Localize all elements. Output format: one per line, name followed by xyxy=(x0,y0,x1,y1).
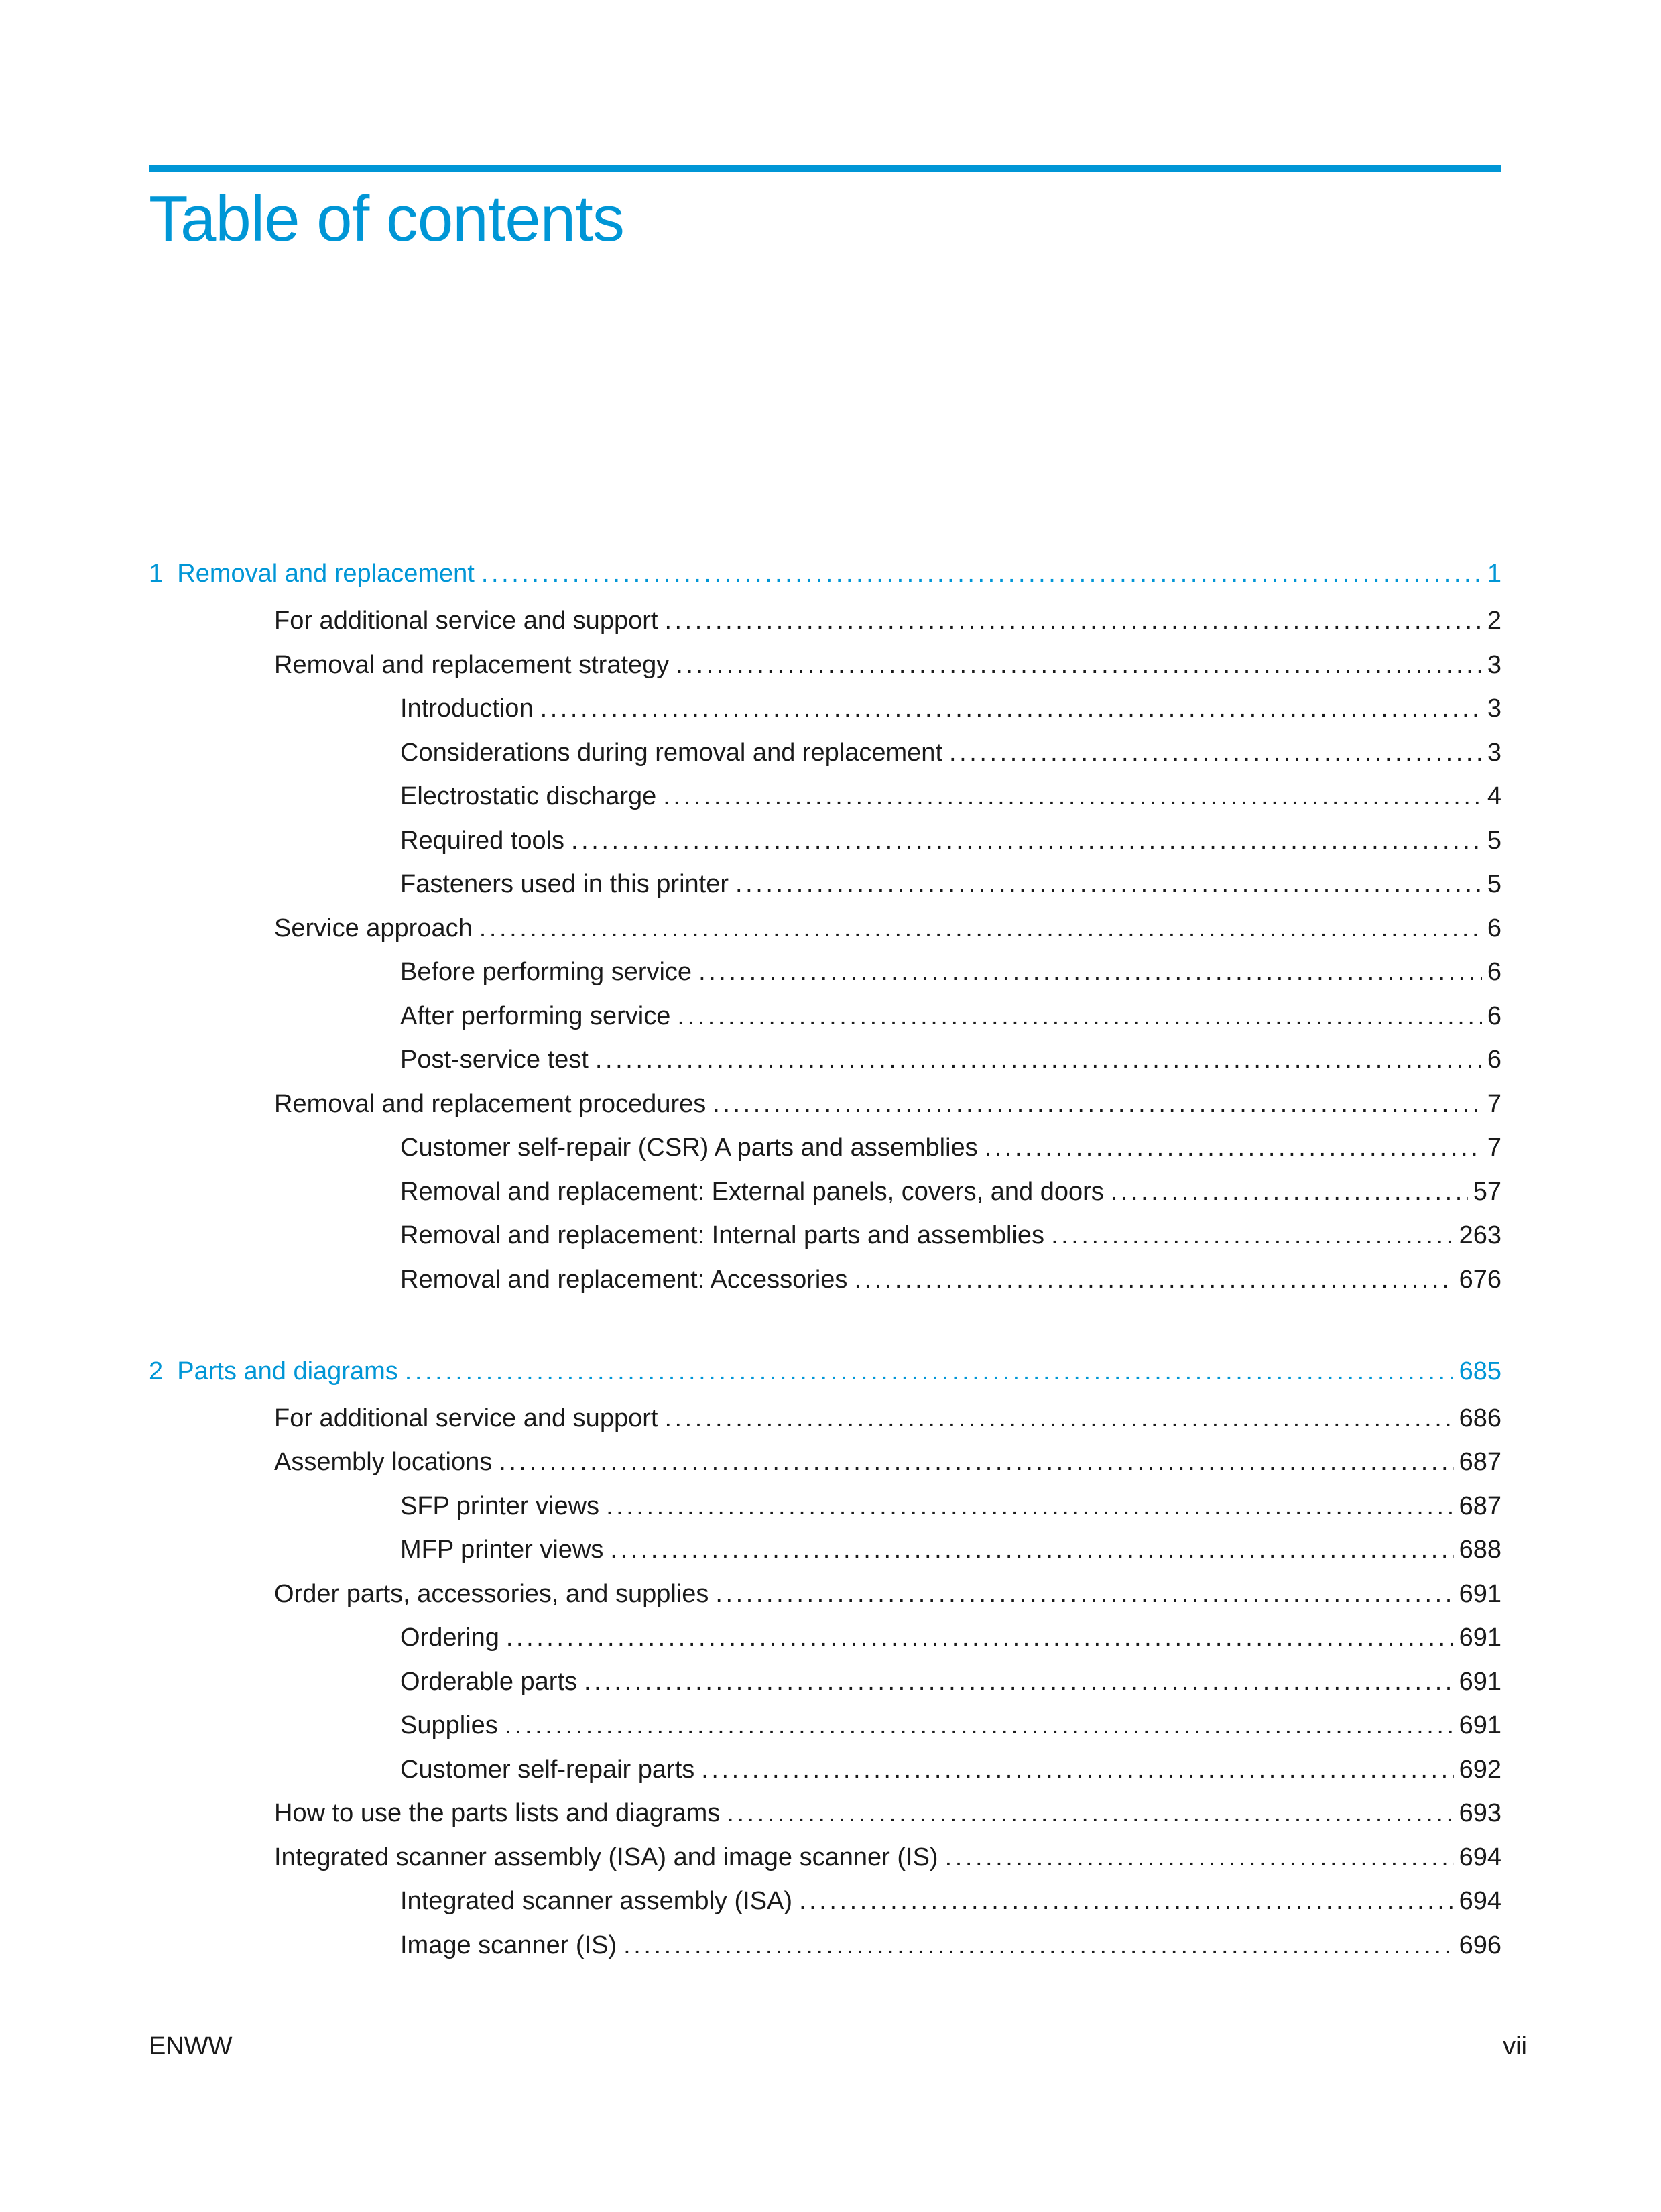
toc-entry[interactable] xyxy=(400,738,1501,769)
toc-entry-page: 691 xyxy=(1459,1580,1501,1608)
toc-entry-title: Electrostatic discharge xyxy=(400,782,657,810)
toc-entry[interactable] xyxy=(274,1843,1501,1873)
toc-entry-page: 694 xyxy=(1459,1843,1501,1871)
toc-entry-title: For additional service and support xyxy=(274,607,658,635)
toc-entry-title: SFP printer views xyxy=(400,1492,600,1520)
toc-entry-title: Removal and replacement procedures xyxy=(274,1090,706,1118)
dot-leader xyxy=(945,1843,1454,1873)
toc-entry[interactable] xyxy=(400,1711,1501,1741)
dot-leader xyxy=(701,1755,1453,1786)
toc-entry-page: 5 xyxy=(1487,870,1501,898)
dot-leader xyxy=(1051,1221,1454,1251)
toc-entry-page: 686 xyxy=(1459,1404,1501,1432)
dot-leader xyxy=(479,914,1482,944)
toc-entry[interactable] xyxy=(400,1133,1501,1164)
toc-entry-title: Integrated scanner assembly (ISA) xyxy=(400,1887,793,1915)
toc-entry-page: 685 xyxy=(1459,1357,1501,1386)
toc-entry-title: Fasteners used in this printer xyxy=(400,870,729,898)
toc-chapter-2[interactable] xyxy=(149,1357,1501,1388)
toc-entry[interactable] xyxy=(400,1930,1501,1961)
toc-entry[interactable] xyxy=(400,1265,1501,1296)
toc-entry-page: 688 xyxy=(1459,1536,1501,1564)
toc-entry-title: 1 Removal and replacement xyxy=(149,560,475,588)
dot-leader xyxy=(606,1491,1454,1522)
dot-leader xyxy=(595,1045,1482,1076)
toc-entry-title: For additional service and support xyxy=(274,1404,658,1432)
dot-leader xyxy=(663,782,1482,812)
toc-entry-title: Before performing service xyxy=(400,958,692,986)
dot-leader xyxy=(499,1447,1453,1478)
page-title: Table of contents xyxy=(149,183,624,255)
dot-leader xyxy=(664,1404,1453,1434)
toc-entry[interactable] xyxy=(274,1404,1501,1434)
dot-leader xyxy=(505,1711,1454,1741)
toc-entry-title: Post-service test xyxy=(400,1046,589,1074)
toc-entry-page: 3 xyxy=(1487,739,1501,767)
footer-document-code: ENWW xyxy=(149,2032,233,2061)
toc-entry-title: Introduction xyxy=(400,694,534,723)
title-rule xyxy=(149,165,1501,172)
toc-entry[interactable] xyxy=(400,869,1501,900)
toc-entry[interactable] xyxy=(400,1045,1501,1076)
toc-entry[interactable] xyxy=(274,606,1501,637)
toc-entry[interactable] xyxy=(400,694,1501,725)
toc-entry-page: 694 xyxy=(1459,1887,1501,1915)
dot-leader xyxy=(854,1265,1453,1296)
toc-entry-title: Orderable parts xyxy=(400,1668,578,1696)
toc-entry[interactable] xyxy=(400,1535,1501,1566)
toc-entry-page: 6 xyxy=(1487,958,1501,986)
toc-entry[interactable] xyxy=(274,914,1501,944)
toc-entry-page: 2 xyxy=(1487,607,1501,635)
toc-entry[interactable] xyxy=(400,957,1501,988)
toc-entry-page: 687 xyxy=(1459,1492,1501,1520)
dot-leader xyxy=(735,869,1482,900)
toc-entry[interactable] xyxy=(274,1447,1501,1478)
toc-entry-page: 5 xyxy=(1487,826,1501,855)
toc-entry-page: 691 xyxy=(1459,1711,1501,1739)
toc-entry-title: Service approach xyxy=(274,914,473,942)
toc-entry-page: 1 xyxy=(1487,560,1501,588)
dot-leader xyxy=(664,606,1481,637)
toc-entry-page: 6 xyxy=(1487,914,1501,942)
toc-chapter-1[interactable] xyxy=(149,559,1501,590)
dot-leader xyxy=(799,1886,1454,1917)
dot-leader xyxy=(481,559,1482,590)
toc-entry-page: 676 xyxy=(1459,1266,1501,1294)
toc-entry-page: 4 xyxy=(1487,782,1501,810)
dot-leader xyxy=(949,738,1482,769)
toc-entry-page: 7 xyxy=(1487,1133,1501,1162)
toc-entry[interactable] xyxy=(274,1089,1501,1120)
dot-leader xyxy=(698,957,1482,988)
toc-entry[interactable] xyxy=(274,1798,1501,1829)
toc-entry-title: Customer self-repair (CSR) A parts and assemblies xyxy=(400,1133,978,1162)
toc-entry[interactable] xyxy=(400,782,1501,812)
dot-leader xyxy=(584,1667,1454,1698)
toc-entry-page: 7 xyxy=(1487,1090,1501,1118)
toc-entry-title: Ordering xyxy=(400,1623,499,1652)
toc-entry[interactable] xyxy=(400,1623,1501,1654)
toc-entry-page: 3 xyxy=(1487,694,1501,723)
toc-entry[interactable] xyxy=(400,1667,1501,1698)
toc-entry-title: After performing service xyxy=(400,1002,671,1030)
toc-entry[interactable] xyxy=(274,650,1501,681)
dot-leader xyxy=(610,1535,1453,1566)
toc-entry-title: Required tools xyxy=(400,826,565,855)
dot-leader xyxy=(727,1798,1453,1829)
toc-entry-page: 692 xyxy=(1459,1756,1501,1784)
toc-entry[interactable] xyxy=(400,1755,1501,1786)
toc-entry[interactable] xyxy=(400,1001,1501,1032)
toc-entry-page: 687 xyxy=(1459,1448,1501,1476)
toc-entry-title: Removal and replacement: Accessories xyxy=(400,1266,848,1294)
toc-entry-page: 57 xyxy=(1473,1178,1501,1206)
toc-entry[interactable] xyxy=(400,1221,1501,1251)
toc-entry-title: Customer self-repair parts xyxy=(400,1756,695,1784)
dot-leader xyxy=(405,1357,1454,1388)
dot-leader xyxy=(571,826,1482,857)
dot-leader xyxy=(540,694,1482,725)
toc-entry-title: Removal and replacement: External panels, covers, and doors xyxy=(400,1178,1104,1206)
dot-leader xyxy=(713,1089,1482,1120)
toc-entry-title: How to use the parts lists and diagrams xyxy=(274,1799,721,1827)
dot-leader xyxy=(1111,1177,1468,1208)
toc-entry-title: Integrated scanner assembly (ISA) and image scanner (IS) xyxy=(274,1843,938,1871)
dot-leader xyxy=(677,1001,1481,1032)
toc-entry[interactable] xyxy=(400,1491,1501,1522)
toc-entry[interactable] xyxy=(400,826,1501,857)
toc-entry-title: Considerations during removal and replacement xyxy=(400,739,943,767)
toc-entry-page: 6 xyxy=(1487,1046,1501,1074)
dot-leader xyxy=(506,1623,1454,1654)
toc-entry-title: MFP printer views xyxy=(400,1536,604,1564)
toc-entry[interactable] xyxy=(400,1886,1501,1917)
footer-page-number: vii xyxy=(1503,2032,1527,2061)
toc-entry-title: Removal and replacement strategy xyxy=(274,651,670,679)
toc-entry-page: 263 xyxy=(1459,1221,1501,1249)
toc-entry-title: 2 Parts and diagrams xyxy=(149,1357,398,1386)
toc-entry-title: Assembly locations xyxy=(274,1448,493,1476)
dot-leader xyxy=(985,1133,1482,1164)
toc-entry-page: 3 xyxy=(1487,651,1501,679)
toc-entry-page: 691 xyxy=(1459,1668,1501,1696)
toc-entry-title: Order parts, accessories, and supplies xyxy=(274,1580,709,1608)
toc-entry-title: Removal and replacement: Internal parts and assemblies xyxy=(400,1221,1045,1249)
toc-entry-page: 691 xyxy=(1459,1623,1501,1652)
toc-entry[interactable] xyxy=(274,1579,1501,1610)
dot-leader xyxy=(623,1930,1453,1961)
toc-entry-title: Supplies xyxy=(400,1711,498,1739)
dot-leader xyxy=(676,650,1482,681)
toc-entry-page: 693 xyxy=(1459,1799,1501,1827)
toc-entry-page: 696 xyxy=(1459,1931,1501,1959)
toc-entry-page: 6 xyxy=(1487,1002,1501,1030)
toc-entry[interactable] xyxy=(400,1177,1501,1208)
toc-entry-title: Image scanner (IS) xyxy=(400,1931,617,1959)
dot-leader xyxy=(715,1579,1453,1610)
